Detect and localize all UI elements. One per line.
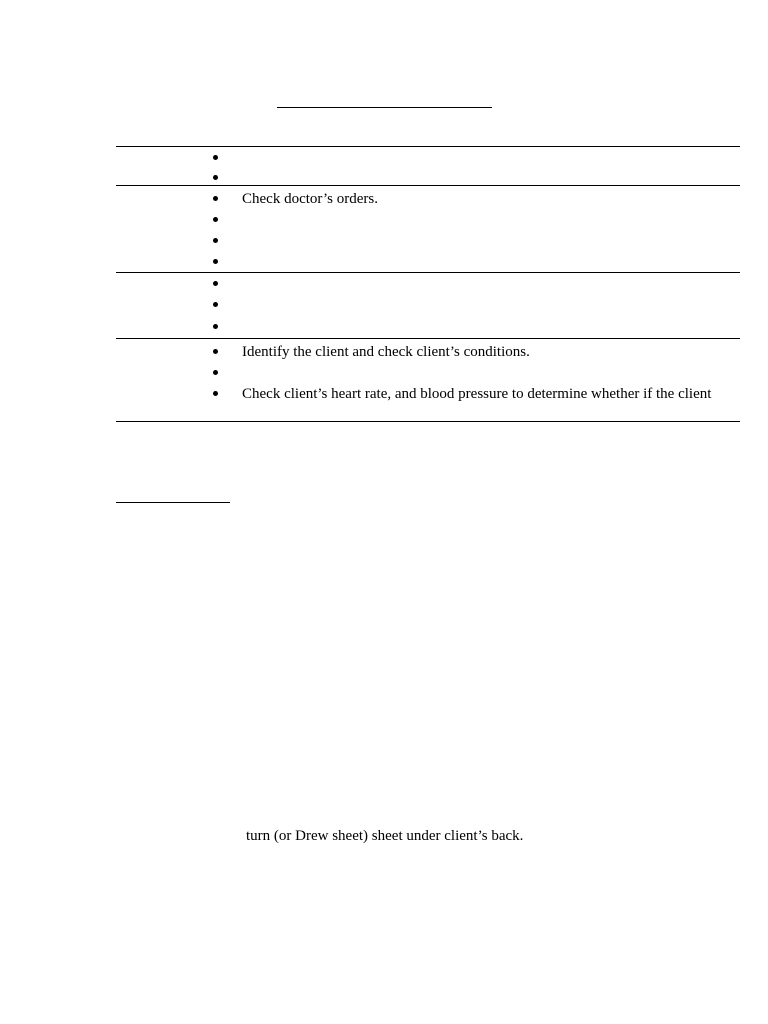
- list-item: [116, 210, 740, 230]
- bullet-icon: [213, 259, 218, 264]
- list-item: [116, 189, 740, 209]
- bullet-icon: [213, 217, 218, 222]
- list-item-text: Check doctor’s orders.: [242, 191, 378, 207]
- table-rule-bottom: [116, 421, 740, 422]
- bullet-icon: [213, 155, 218, 160]
- section-heading-underline: [116, 502, 230, 503]
- bullet-icon: [213, 281, 218, 286]
- list-item: [116, 252, 740, 272]
- table-rule: [116, 338, 740, 339]
- list-item: [116, 363, 740, 383]
- list-item: [116, 231, 740, 251]
- title-underline: [277, 107, 492, 108]
- list-item: [116, 342, 740, 362]
- bullet-icon: [213, 175, 218, 180]
- list-item: [116, 295, 740, 315]
- bullet-icon: [213, 238, 218, 243]
- bullet-icon: [213, 302, 218, 307]
- list-item: [116, 317, 740, 337]
- table-rule-top: [116, 146, 740, 147]
- table-rule: [116, 272, 740, 273]
- bullet-icon: [213, 349, 218, 354]
- list-item: [116, 274, 740, 294]
- list-item: [116, 148, 740, 168]
- list-item-text: Check client’s heart rate, and blood pressure to determine whether if the client: [242, 386, 712, 402]
- bullet-icon: [213, 196, 218, 201]
- list-item: [116, 384, 740, 404]
- list-item-text: Identify the client and check client’s conditions.: [242, 344, 530, 360]
- bullet-icon: [213, 324, 218, 329]
- bullet-icon: [213, 370, 218, 375]
- body-text-line: turn (or Drew sheet) sheet under client’s back.: [246, 828, 524, 844]
- list-item: [116, 168, 740, 188]
- bullet-icon: [213, 391, 218, 396]
